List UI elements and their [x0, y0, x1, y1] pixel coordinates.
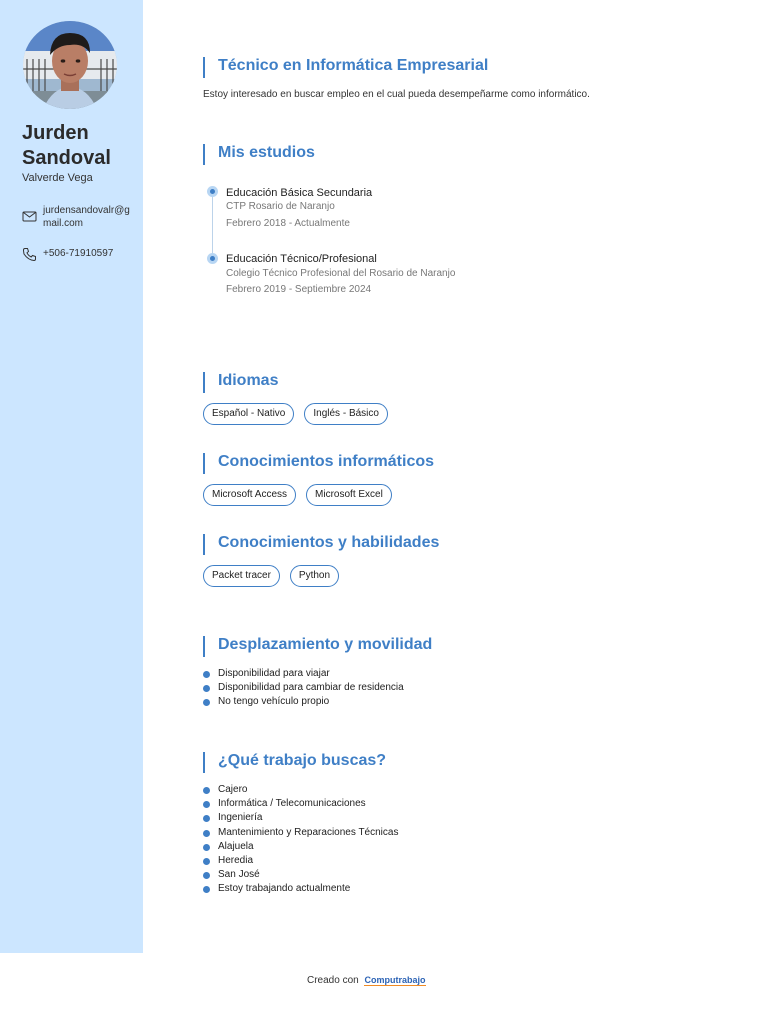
- skill-chip: Python: [290, 565, 339, 587]
- bullet-icon: [203, 801, 210, 808]
- computer-skills-title: Conocimientos informáticos: [218, 453, 435, 470]
- education-title: Mis estudios: [218, 144, 315, 161]
- skills-chips: [203, 565, 339, 587]
- languages-title: Idiomas: [218, 372, 279, 389]
- section-marker: [203, 57, 205, 78]
- bullet-icon: [203, 699, 210, 706]
- education-dates: Febrero 2018 - Actualmente: [226, 218, 350, 229]
- list-item-label: San José: [218, 869, 260, 881]
- list-item: [203, 868, 398, 882]
- education-degree: Educación Básica Secundaria: [226, 187, 373, 199]
- section-marker: [203, 534, 205, 555]
- bullet-icon: [203, 872, 210, 879]
- section-marker: [203, 372, 205, 393]
- list-item-label: Alajuela: [218, 840, 254, 852]
- bullet-icon: [203, 671, 210, 678]
- list-item-label: Heredia: [218, 855, 254, 867]
- list-item: [203, 826, 398, 840]
- location: Valverde Vega: [22, 172, 93, 184]
- timeline-dot: [207, 186, 218, 197]
- first-name: Jurden: [22, 122, 89, 144]
- list-item-label: Estoy trabajando actualmente: [218, 883, 351, 895]
- email-link[interactable]: jurdensandovalr@gmail.com: [43, 205, 130, 229]
- avatar: [23, 21, 117, 109]
- skill-chip: Microsoft Excel: [306, 484, 392, 506]
- sidebar: [0, 0, 143, 953]
- language-chip: Inglés - Básico: [304, 403, 388, 425]
- education-dates: Febrero 2019 - Septiembre 2024: [226, 284, 372, 295]
- list-item: [203, 854, 398, 868]
- list-item-label: No tengo vehículo propio: [218, 696, 330, 708]
- mobility-title: Desplazamiento y movilidad: [218, 636, 433, 653]
- section-marker: [203, 453, 205, 474]
- list-item: [203, 783, 398, 797]
- section-marker: [203, 636, 205, 657]
- list-item-label: Disponibilidad para viajar: [218, 668, 330, 679]
- bullet-icon: [203, 844, 210, 851]
- list-item: [203, 882, 398, 896]
- headline-title: Técnico en Informática Empresarial: [218, 57, 489, 74]
- list-item: [203, 667, 404, 681]
- list-item-label: Cajero: [218, 784, 248, 795]
- list-item: [203, 695, 404, 709]
- footer: [307, 975, 426, 986]
- bullet-icon: [203, 858, 210, 865]
- bullet-icon: [203, 886, 210, 893]
- list-item: [203, 797, 398, 811]
- skills-title: Conocimientos y habilidades: [218, 534, 440, 551]
- phone-icon: [22, 247, 37, 262]
- bullet-icon: [203, 685, 210, 692]
- job-search-title: ¿Qué trabajo buscas?: [218, 752, 387, 769]
- language-chip: Español - Nativo: [203, 403, 294, 425]
- list-item-label: Informática / Telecomunicaciones: [218, 798, 366, 810]
- list-item: [203, 681, 404, 695]
- last-name: Sandoval: [22, 147, 111, 169]
- education-degree: Educación Técnico/Profesional: [226, 253, 377, 265]
- list-item-label: Disponibilidad para cambiar de residencia: [218, 682, 404, 694]
- mail-icon: [22, 209, 37, 224]
- section-marker: [203, 752, 205, 773]
- mobility-list: [203, 667, 404, 710]
- bullet-icon: [203, 787, 210, 794]
- summary-text: Estoy interesado en buscar empleo en el cual pueda desempeñarme como informático.: [203, 89, 590, 100]
- timeline-line: [212, 193, 213, 259]
- skill-chip: Microsoft Access: [203, 484, 296, 506]
- education-school: Colegio Técnico Profesional del Rosario de Naranjo: [226, 268, 456, 279]
- list-item: [203, 811, 398, 825]
- education-school: CTP Rosario de Naranjo: [226, 201, 335, 212]
- brand-logo[interactable]: Computrabajo: [364, 975, 426, 985]
- timeline-dot: [207, 253, 218, 264]
- list-item: [203, 840, 398, 854]
- phone-link[interactable]: +506-71910597: [43, 248, 114, 259]
- list-item-label: Mantenimiento y Reparaciones Técnicas: [218, 826, 399, 838]
- job-search-list: [203, 783, 398, 897]
- footer-text: Creado con: [307, 975, 359, 986]
- bullet-icon: [203, 830, 210, 837]
- skill-chip: Packet tracer: [203, 565, 280, 587]
- languages-chips: [203, 403, 388, 425]
- computer-skills-chips: [203, 484, 392, 506]
- list-item-label: Ingeniería: [218, 812, 263, 824]
- bullet-icon: [203, 815, 210, 822]
- section-marker: [203, 144, 205, 165]
